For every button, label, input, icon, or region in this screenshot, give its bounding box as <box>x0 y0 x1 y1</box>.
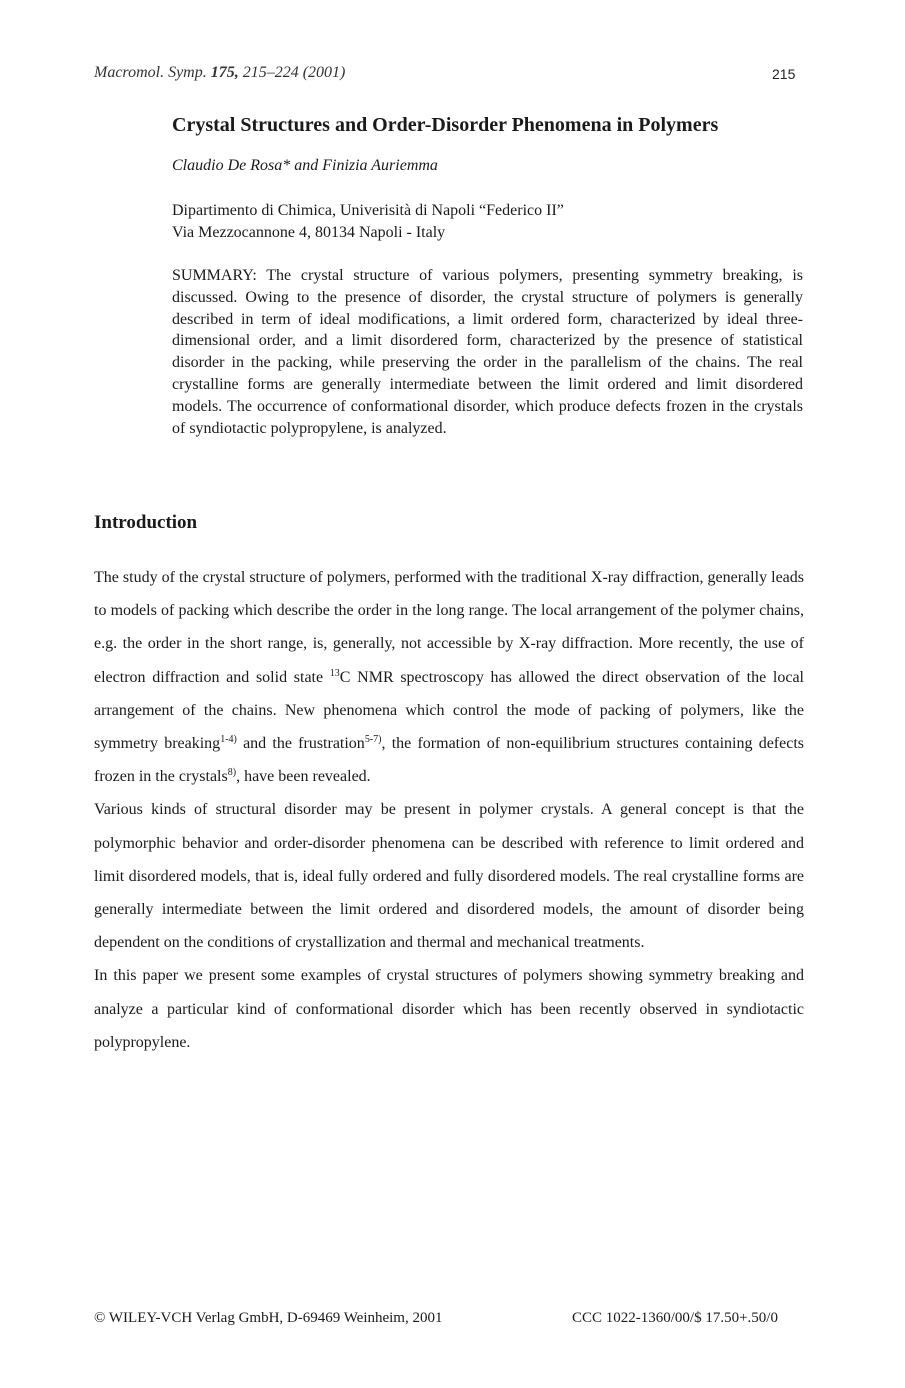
introduction-body <box>94 561 804 1059</box>
journal-name: Macromol. Symp. <box>94 64 207 81</box>
affiliation <box>172 200 564 244</box>
article-authors: Claudio De Rosa* and Finizia Auriemma <box>172 157 438 174</box>
section-heading-introduction: Introduction <box>94 512 198 533</box>
p1-superscript-13: 13 <box>329 667 340 679</box>
page-number: 215 <box>772 66 796 82</box>
p1-text-3: and the frustration <box>236 735 365 753</box>
summary-paragraph: SUMMARY: The crystal structure of various polymers, presenting symmetry breaking, is discussed. Owing to the presence of disorder, the crystal structure of polymers is generally described in term of ideal modifications, a limit ordered form, characterized by ideal three-dimensional order, and a limit disordered form, characterized by the presence of statistical disorder in the packing, while preserving the order in the parallelism of the chains. The real crystalline forms are generally intermediate between the limit ordered and limit disordered models. The occurrence of conformational disorder, which produce defects frozen in the crystals of syndiotactic polypropylene, is analyzed. <box>172 267 803 437</box>
affiliation-line-1: Dipartimento di Chimica, Univerisità di Napoli “Federico II” <box>172 202 564 219</box>
citation-8: 8) <box>227 767 237 779</box>
p1-text-5: , have been revealed. <box>236 768 371 786</box>
p1-text-1: The study of the crystal structure of polymers, performed with the traditional X-ray diffraction, generally leads to models of packing which describe the order in the long range. The local arrangement of the polymer chains, e.g. the order in the short range, is, generally, not accessible by X-ray diffraction. More recently, the use of electron diffraction and solid state <box>94 569 804 686</box>
intro-paragraph-3: In this paper we present some examples of crystal structures of polymers showing symmetry breaking and analyze a particular kind of conformational disorder which has been recently observed in syndiotactic polypropylene. <box>94 967 804 1051</box>
citation-1-4: 1-4) <box>220 734 237 746</box>
article-title: Crystal Structures and Order-Disorder Phenomena in Polymers <box>172 114 719 136</box>
affiliation-line-2: Via Mezzocannone 4, 80134 Napoli - Italy <box>172 224 446 241</box>
p1-text-4: , the formation of non-equilibrium structures containing defects frozen in the crystals <box>94 735 805 786</box>
footer-copyright: © WILEY-VCH Verlag GmbH, D-69469 Weinheim, 2001 <box>94 1310 443 1326</box>
intro-paragraph-2: Various kinds of structural disorder may be present in polymer crystals. A general concept is that the polymorphic behavior and order-disorder phenomena can be described with reference to limit ordered and limit disordered models, that is, ideal fully ordered and fully disordered models. The real crystalline forms are generally intermediate between the limit ordered and disordered models, the amount of disorder being dependent on the conditions of crystallization and thermal and mechanical treatments. <box>94 801 804 952</box>
journal-volume: 175, <box>210 64 239 81</box>
footer-ccc-code: CCC 1022-1360/00/$ 17.50+.50/0 <box>572 1310 778 1326</box>
intro-paragraph-1 <box>94 561 804 793</box>
citation-5-7: 5-7) <box>364 734 382 746</box>
journal-citation <box>94 64 345 82</box>
journal-pages-year: 215–224 (2001) <box>242 64 346 81</box>
p1-text-2: C NMR spectroscopy has allowed the direct observation of the local arrangement of the chains. New phenomena which control the mode of packing of polymers, like the symmetry breaking <box>94 668 805 753</box>
